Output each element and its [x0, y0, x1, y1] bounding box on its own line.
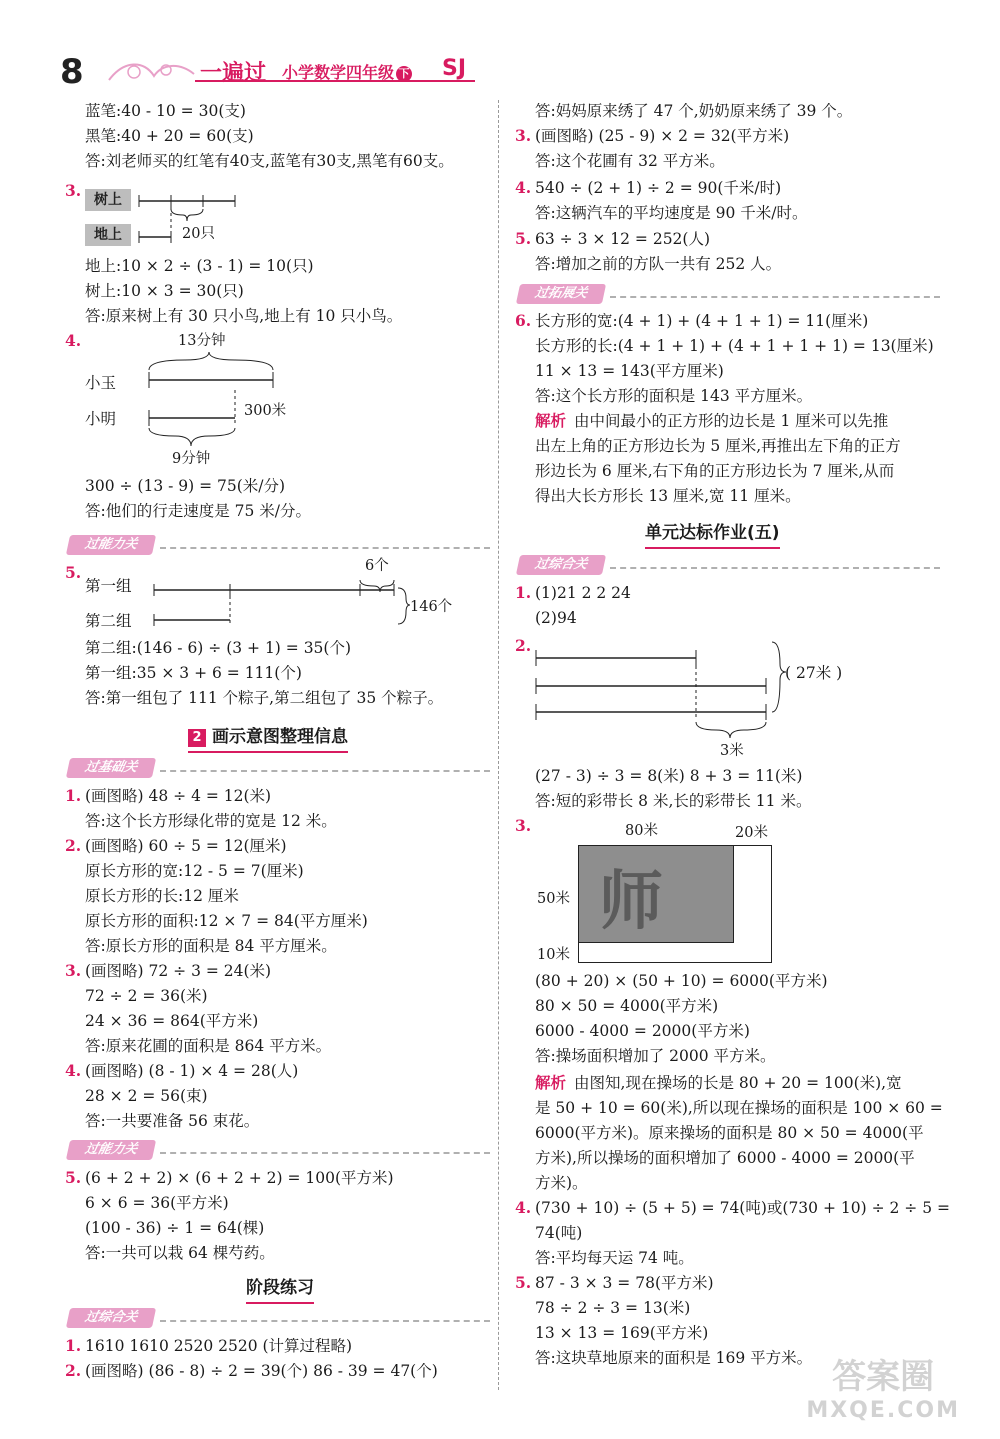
text-line: (画图略) 48 ÷ 4 = 12(米) [85, 787, 272, 805]
total-label: ( 27米 ) [785, 664, 843, 682]
difference-label: 3米 [720, 743, 744, 759]
edition-label: SJ [442, 56, 467, 81]
text-line: (画图略) 72 ÷ 3 = 24(米) [85, 962, 272, 980]
tree-label: 树上 [85, 189, 131, 211]
section-header [518, 555, 943, 579]
watermark-title: 答案圈 [832, 1357, 935, 1397]
text-line: (6 + 2 + 2) × (6 + 2 + 2) = 100(平方米) [85, 1169, 394, 1187]
section-title-underline [645, 547, 780, 549]
text-line: (1)21 2 2 24 [535, 584, 631, 602]
text-line: 答:他们的行走速度是 75 米/分。 [85, 502, 312, 520]
question-number: 1. [515, 583, 532, 602]
text-line: 答:刘老师买的红笔有40支,蓝笔有30支,黑笔有60支。 [85, 152, 454, 170]
analysis-line: 是 50 + 10 = 60(米),所以现在操场的面积是 100 × 60 = [535, 1099, 943, 1117]
question-number: 5. [515, 1273, 532, 1292]
text-line: 答:这块草地原来的面积是 169 平方米。 [535, 1349, 813, 1367]
watermark [806, 1349, 960, 1423]
text-line: 原长方形的宽:12 - 5 = 7(厘米) [85, 862, 304, 880]
section-tag: 过能力关 [66, 535, 156, 555]
section-header [68, 758, 493, 782]
section-title [645, 518, 780, 543]
text-line: 24 × 36 = 864(平方米) [85, 1012, 259, 1030]
text-line: (画图略) 60 ÷ 5 = 12(厘米) [85, 837, 287, 855]
analysis-line: 解析 由图知,现在操场的长是 80 + 20 = 100(米),宽 [535, 1073, 902, 1092]
question-number: 3. [515, 816, 532, 835]
brand-name: 一遍过 [200, 61, 267, 86]
text-line: 答:操场面积增加了 2000 平方米。 [535, 1047, 776, 1065]
text-line: 87 - 3 × 3 = 78(平方米) [535, 1274, 714, 1292]
text-line: 80 × 50 = 4000(平方米) [535, 997, 719, 1015]
section-header [68, 1308, 493, 1332]
group1-label: 第一组 [85, 577, 132, 595]
page-number: 8 [60, 52, 84, 92]
section-divider [610, 296, 940, 298]
question-number: 3. [65, 961, 82, 980]
section-tag: 过能力关 [66, 1140, 156, 1160]
question-number: 2. [515, 636, 532, 655]
section-title-text: 画示意图整理信息 [212, 727, 348, 747]
volume-badge: 下 [396, 66, 412, 82]
text-line: 树上:10 × 3 = 30(只) [85, 282, 244, 300]
text-line: 540 ÷ (2 + 1) ÷ 2 = 90(千米/时) [535, 179, 782, 197]
text-line: (80 + 20) × (50 + 10) = 6000(平方米) [535, 972, 828, 990]
text-line: 6 × 6 = 36(平方米) [85, 1194, 229, 1212]
text-line: 1610 1610 2520 2520 (计算过程略) [85, 1337, 353, 1355]
text-line: 原长方形的面积:12 × 7 = 84(平方厘米) [85, 912, 368, 930]
section-divider [160, 1320, 490, 1322]
text-line: 6000 - 4000 = 2000(平方米) [535, 1022, 750, 1040]
analysis-line: 解析 由中间最小的正方形的边长是 1 厘米可以先推 [535, 411, 889, 430]
text-line: (730 + 10) ÷ (5 + 5) = 74(吨)或(730 + 10) ÷ 2 ÷ 5 = [535, 1199, 950, 1217]
book-name: 小学数学四年级 [282, 63, 395, 82]
analysis-label: 解析 [535, 1073, 567, 1092]
text-line: 答:一共可以栽 64 棵芍药。 [85, 1244, 275, 1262]
analysis-line: 得出大长方形长 13 厘米,宽 11 厘米。 [535, 487, 801, 505]
question-number: 3. [515, 126, 532, 145]
analysis-label: 解析 [535, 411, 567, 430]
section-divider [610, 567, 940, 569]
ground-label: 地上 [85, 224, 131, 246]
question-number: 1. [65, 786, 82, 805]
section-title [246, 1273, 314, 1298]
width-label: 10米 [537, 947, 570, 963]
group2-label: 第二组 [85, 612, 132, 630]
section-tag: 过基础关 [66, 758, 156, 778]
section-divider [160, 1152, 490, 1154]
text-line: 11 × 13 = 143(平方厘米) [535, 362, 724, 380]
xiaoming-label: 小明 [85, 410, 117, 428]
extra-label: 6个 [365, 558, 389, 574]
text-line: (画图略) (8 - 1) × 4 = 28(人) [85, 1062, 299, 1080]
section-title [188, 722, 348, 747]
length-label: 20米 [735, 825, 768, 841]
time-label: 9分钟 [172, 451, 211, 467]
stamp-glyph: 师 [599, 865, 663, 939]
text-line: 答:原来花圃的面积是 864 平方米。 [85, 1037, 332, 1055]
text-line: 答:这个花圃有 32 平方米。 [535, 152, 725, 170]
ribbon-diagram [530, 640, 790, 750]
text-line: 28 × 2 = 56(束) [85, 1087, 208, 1105]
watermark-url: MXQE.COM [806, 1398, 960, 1423]
text-line: 63 ÷ 3 × 12 = 252(人) [535, 230, 711, 248]
text-line: 13 × 13 = 169(平方米) [535, 1324, 709, 1342]
section-header [68, 535, 493, 559]
text-line: (27 - 3) ÷ 3 = 8(米) 8 + 3 = 11(米) [535, 767, 803, 785]
text-line: (画图略) (86 - 8) ÷ 2 = 39(个) 86 - 39 = 47(个) [85, 1362, 438, 1380]
text-line: 长方形的宽:(4 + 1) + (4 + 1 + 1) = 11(厘米) [535, 312, 869, 330]
text-line: 答:这个长方形绿化带的宽是 12 米。 [85, 812, 337, 830]
question-number: 5. [515, 229, 532, 248]
section-header [518, 284, 943, 308]
analysis-line: 出左上角的正方形边长为 5 厘米,再推出左下角的正方 [535, 437, 901, 455]
section-title-text: 阶段练习 [246, 1278, 314, 1298]
analysis-line: 形边长为 6 厘米,右下角的正方形边长为 7 厘米,从而 [535, 462, 895, 480]
analysis-line: 方米),所以操场的面积增加了 6000 - 4000 = 2000(平 [535, 1149, 915, 1167]
question-number: 4. [515, 178, 532, 197]
section-header [68, 1140, 493, 1164]
text-line: 长方形的长:(4 + 1 + 1) + (4 + 1 + 1 + 1) = 13(厘米) [535, 337, 934, 355]
length-label: 80米 [625, 823, 658, 839]
total-label: 146个 [410, 599, 453, 615]
section-tag: 过综合关 [66, 1308, 156, 1328]
text-line: 74(吨) [535, 1224, 583, 1242]
section-title-text: 单元达标作业(五) [645, 523, 780, 543]
analysis-line: 方米)。 [535, 1174, 588, 1192]
text-line: 答:妈妈原来绣了 47 个,奶奶原来绣了 39 个。 [535, 102, 853, 120]
question-number: 3. [65, 181, 82, 200]
text-line: 300 ÷ (13 - 9) = 75(米/分) [85, 477, 286, 495]
old-playground-rect [578, 845, 734, 943]
text-line: (画图略) (25 - 9) × 2 = 32(平方米) [535, 127, 790, 145]
question-number: 5. [65, 563, 82, 582]
text-line: 地上:10 × 2 ÷ (3 - 1) = 10(只) [85, 257, 314, 275]
header-underline [195, 80, 475, 82]
time-label: 13分钟 [178, 333, 226, 349]
text-line: 答:增加之前的方队一共有 252 人。 [535, 255, 782, 273]
text-line: (100 - 36) ÷ 1 = 64(棵) [85, 1219, 265, 1237]
text-line: 72 ÷ 2 = 36(米) [85, 987, 208, 1005]
text-line: 答:这个长方形的面积是 143 平方厘米。 [535, 387, 813, 405]
question-number: 4. [65, 331, 82, 350]
analysis-line: 6000(平方米)。原来操场的面积是 80 × 50 = 4000(平 [535, 1124, 924, 1142]
text-line: 答:这辆汽车的平均速度是 90 千米/时。 [535, 204, 808, 222]
xiaoyu-label: 小玉 [85, 374, 117, 392]
zongzi-diagram [150, 568, 410, 628]
brace-label: 20只 [182, 226, 215, 242]
question-number: 2. [65, 836, 82, 855]
text-line: 答:一共要准备 56 束花。 [85, 1112, 260, 1130]
text-line: 78 ÷ 2 ÷ 3 = 13(米) [535, 1299, 691, 1317]
text-line: 第一组:35 × 3 + 6 = 111(个) [85, 664, 302, 682]
column-divider [498, 100, 499, 1390]
text-line: 答:原长方形的面积是 84 平方厘米。 [85, 937, 337, 955]
text-line: 答:第一组包了 111 个粽子,第二组包了 35 个粽子。 [85, 689, 444, 707]
text-line: 第二组:(146 - 6) ÷ (3 + 1) = 35(个) [85, 639, 352, 657]
question-number: 6. [515, 311, 532, 330]
section-number: 2 [188, 729, 206, 747]
text-line: 答:平均每天运 74 吨。 [535, 1249, 694, 1267]
question-number: 1. [65, 1336, 82, 1355]
section-title-underline [188, 751, 348, 753]
section-divider [160, 547, 490, 549]
question-number: 4. [65, 1061, 82, 1080]
text-line: 答:原来树上有 30 只小鸟,地上有 10 只小鸟。 [85, 307, 403, 325]
section-tag: 过综合关 [516, 555, 606, 575]
width-label: 50米 [537, 891, 570, 907]
flower-decoration-icon [104, 58, 199, 88]
section-title-underline [246, 1302, 314, 1304]
question-number: 5. [65, 1168, 82, 1187]
text-line: 蓝笔:40 - 10 = 30(支) [85, 102, 246, 120]
question-number: 2. [65, 1361, 82, 1380]
text-line: 答:短的彩带长 8 米,长的彩带长 11 米。 [535, 792, 812, 810]
section-divider [160, 770, 490, 772]
distance-label: 300米 [244, 403, 287, 419]
question-number: 4. [515, 1198, 532, 1217]
text-line: 原长方形的长:12 厘米 [85, 887, 239, 905]
text-line: (2)94 [535, 609, 577, 627]
text-line: 黑笔:40 + 20 = 60(支) [85, 127, 254, 145]
section-tag: 过拓展关 [516, 284, 606, 304]
